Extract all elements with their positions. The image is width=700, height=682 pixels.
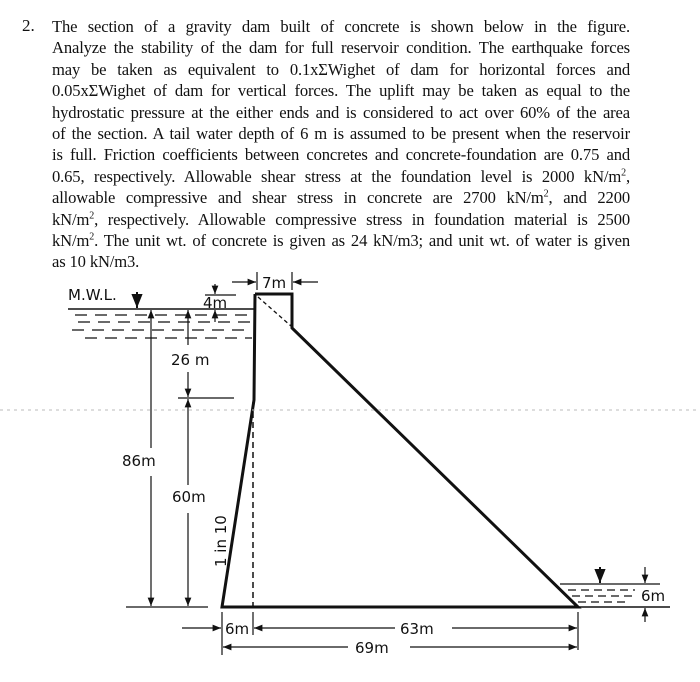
- total-height-label: 86m: [122, 452, 156, 470]
- freeboard-label: 4m: [203, 294, 228, 312]
- top-width-label: 7m: [262, 274, 287, 292]
- toe-width-label: 6m: [225, 620, 250, 638]
- dam-dashed-diagonal: [258, 297, 291, 326]
- upper-height-label: 26 m: [171, 351, 210, 369]
- text-line: 0.05xΣWighet of dam for vertical forces. The uplift may be taken as equal to the: [52, 81, 630, 101]
- text-span: kN/m: [52, 209, 90, 229]
- text-line: of the section. A tail water depth of 6 m is assumed to be present when the reservoir: [52, 123, 630, 143]
- text-line: The section of a gravity dam built of concrete is shown below in the figure.: [52, 17, 630, 36]
- text-line: hydrostatic pressure at the either ends and is considered to act over 60% of the area: [52, 102, 630, 122]
- water-hatch: [72, 315, 252, 338]
- text-line: Analyze the stability of the dam for full reservoir condition. The earthquake forces: [52, 38, 630, 58]
- text-span: allowable compressive and shear stress in concrete are 2700 kN/m: [52, 188, 544, 208]
- slope-base-label: 63m: [400, 620, 434, 638]
- text-line: may be taken as equivalent to 0.1xΣWighet of dam for horizontal forces and: [52, 59, 630, 79]
- tailwater-depth-label: 6m: [641, 587, 666, 605]
- dam-section: [222, 294, 578, 607]
- base-width-label: 69m: [355, 639, 389, 657]
- text-span: . The unit wt. of concrete is given as 24 kN/m3; and unit wt. of water is given: [94, 230, 630, 250]
- text-span: , and 2200: [548, 188, 631, 208]
- superscript: 2: [89, 231, 95, 243]
- text-line: is full. Friction coefficients between concretes and concrete-foundation are 0.75 and: [52, 145, 630, 165]
- superscript: 2: [543, 188, 549, 200]
- text-span: , respectively. Allowable compressive stress in foundation material is 2500: [94, 209, 630, 229]
- mwl-label: M.W.L.: [68, 286, 117, 304]
- tailwater-hatch: [568, 590, 635, 602]
- text-span: 0.65, respectively. Allowable shear stress at the foundation level is 2000 kN/m: [52, 166, 622, 186]
- batter-label: 1 in 10: [212, 515, 230, 567]
- question-number: 2.: [22, 16, 35, 35]
- superscript: 2: [89, 209, 95, 221]
- superscript: 2: [621, 167, 626, 179]
- text-span: kN/m: [52, 230, 90, 250]
- text-line: as 10 kN/m3.: [52, 252, 140, 272]
- text-span: ,: [626, 166, 630, 186]
- lower-height-label: 60m: [172, 488, 206, 506]
